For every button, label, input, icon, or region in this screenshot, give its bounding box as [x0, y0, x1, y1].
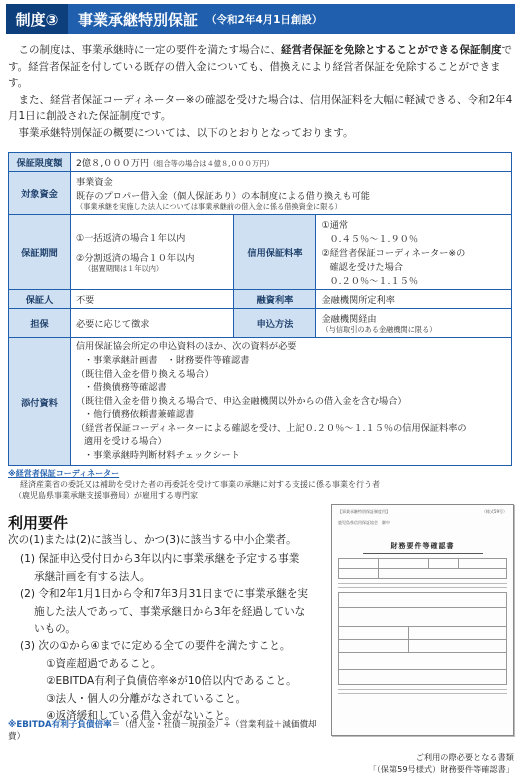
docs-line: （既往借入金を借り換える場合）: [76, 368, 214, 380]
section-header: [6, 4, 515, 34]
form-addressee: 鹿児島県信用保証協会 御中: [338, 520, 390, 525]
ebitda-definition: ※EBITDA有利子負債倍率＝（借入金・社債－現預金）÷（営業利益＋減価償却費）: [8, 720, 317, 742]
docs-line: ・他行債務依頼書兼確認書: [84, 409, 195, 421]
intro-paragraph-2: また、経営者保証コーディネーター※の確認を受けた場合は、信用保証料を大幅に軽減できる、令和2年4月1日に創設された保証制度です。: [8, 93, 513, 123]
creation-date: （令和2年4月1日創設）: [206, 13, 323, 26]
requirement-sub-2: ②EBITDA有利子負債倍率※が10倍以内であること。: [46, 675, 297, 688]
rate-label: 信用保証料率: [234, 215, 316, 290]
docs-line: ・事業承継時判断材料チェックシート: [84, 450, 240, 462]
form-line: [338, 693, 507, 694]
period-label: 保証期間: [9, 215, 71, 290]
note-body-2: （鹿児島県事業承継支援事務局）が雇用する専門家: [14, 491, 198, 501]
docs-line: 適用を受ける場合）: [84, 436, 167, 448]
requirement-1: (1) 保証申込受付日から3年以内に事業承継を予定する事業 承継計画を有する法人。: [20, 553, 300, 583]
guarantor-label: 保証人: [9, 290, 71, 309]
intro-text: [8, 42, 513, 142]
form-thumbnail: [331, 504, 514, 736]
funds-value: 事業資金 既存のプロパー借入金（個人保証あり）の本制度による借り換えも可能 （事業承継を実施した法人については事業承継前の借入金に係る借換資金に限る）: [71, 172, 512, 215]
coordinator-note: [8, 468, 513, 502]
form-title-underline: [363, 553, 483, 554]
requirement-sub-4: ④返済緩和している借入金がないこと。: [46, 710, 236, 723]
requirement-sub-1: ①資産超過であること。: [46, 657, 162, 670]
docs-line: ・借換債務等確認書: [84, 382, 167, 394]
limit-value: 2億８,０００万円（組合等の場合は４億８,０００万円）: [71, 153, 512, 172]
system-badge: 制度③: [6, 4, 68, 34]
note-body-1: 経済産業省の委託又は補助を受けた者の再委託を受けて事業の承継に対する支援に係る事業を行う者: [20, 480, 380, 490]
intro-paragraph-3: 事業承継特別保証の概要については、以下のとおりとなっております。: [18, 126, 354, 139]
guarantor-value: 不要: [71, 290, 234, 309]
requirement-3: (3) 次の①から④までに定める全ての要件を満たすこと。: [20, 640, 291, 653]
docs-value: [71, 338, 512, 466]
period-value: ①一括返済の場合１年以内 ②分割返済の場合１０年以内 （据置期間は１年以内）: [71, 215, 234, 290]
rate-value: ①通常 ０.４５％～１.９０％ ②経営者保証コーディネーター※の 確認を受けた場合 ０.２０％～１.１５％: [316, 215, 512, 290]
overview-table: [8, 152, 512, 466]
footer-line-2: 「（保第59号様式）財務要件等確認書」: [368, 763, 514, 774]
requirement-2: (2) 令和2年1月1日から令和7年3月31日までに事業承継を実 施した法人であって、事業承継日から3年を経過していな いもの。: [20, 588, 309, 636]
required-docs-footer: [180, 752, 514, 775]
collateral-label: 担保: [9, 309, 71, 338]
limit-label: 保証限度額: [9, 153, 71, 172]
requirements-list: [8, 532, 326, 725]
footer-line-1: ご利用の際必要となる書類: [415, 752, 514, 762]
docs-line: （経営者保証コーディネーターによる確認を受け、上記０.２０％～１.１５％の信用保証料率の: [76, 422, 467, 434]
interest-label: 融資利率: [234, 290, 316, 309]
form-grid: [338, 592, 507, 685]
form-title: 財務要件等確認書: [390, 542, 455, 550]
docs-line: ・事業承継計画書 ・財務要件等確認書: [84, 354, 250, 366]
form-tag-number: （様式59号）: [481, 509, 507, 514]
interest-value: 金融機関所定利率: [316, 290, 512, 309]
form-grid: [338, 558, 507, 579]
docs-line: （既往借入金を借り換える場合で、申込金融機関以外からの借入金を含む場合）: [76, 395, 407, 407]
form-line: [338, 587, 507, 588]
form-line: [338, 689, 507, 690]
docs-label: 添付資料: [9, 338, 71, 466]
form-line: [338, 583, 507, 584]
requirements-title: 利用要件: [8, 514, 69, 532]
intro-paragraph-1: この制度は、事業承継時に一定の要件を満たす場合に、経営者保証を免除とすることができる保証制度です。経営者保証を付している既存の借入金についても、借換えにより経営者保証を免除することができます。: [8, 44, 512, 90]
apply-value: 金融機関経由 （与信取引のある金融機関に限る）: [316, 309, 512, 338]
collateral-value: 必要に応じて徴求: [71, 309, 234, 338]
funds-label: 対象資金: [9, 172, 71, 215]
note-title: ※経営者保証コーディネーター: [8, 469, 120, 478]
requirements-lead: 次の(1)または(2)に該当し、かつ(3)に該当する中小企業者。: [8, 534, 297, 546]
form-tag: 【事業承継特別保証制度用】: [338, 509, 390, 514]
requirement-sub-3: ③法人・個人の分離がなされていること。: [46, 692, 247, 705]
docs-line: 信用保証協会所定の申込資料のほか、次の資料が必要: [76, 341, 297, 353]
apply-label: 申込方法: [234, 309, 316, 338]
page-title: 事業承継特別保証: [78, 10, 199, 29]
